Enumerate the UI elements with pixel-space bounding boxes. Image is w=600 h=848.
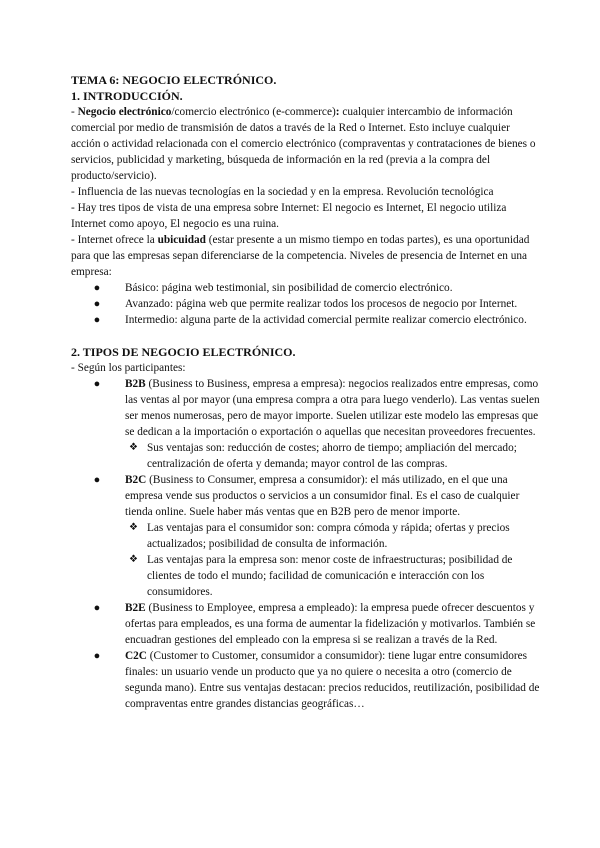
b2e-text: (Business to Employee, empresa a empleado): la empresa puede ofrecer descuentos y ofertas para empleados, es una forma de aumentar la fidelización y motivarlos. También se encuadran gestiones del empleado con la empresa si se realizan a través de la Red.	[125, 602, 536, 646]
bullet-icon: ●	[93, 314, 101, 326]
term-b2c: B2C	[125, 474, 147, 486]
sub-item-b2c-consumidor	[125, 520, 540, 552]
paragraph-influencia: - Influencia de las nuevas tecnologías en la sociedad y en la empresa. Revolución tecnológica	[71, 186, 494, 198]
list-item-b2b	[71, 376, 540, 472]
b2b-text: (Business to Business, empresa a empresa): negocios realizados entre empresas, como las ventas al por mayor (una empresa compra a otra para luego venderlo). Las ventas suelen ser menos numerosas, pero de mayor importe. Suelen utilizar este modelo las empresas que se dedican a la importación o exportación o aquellas que necesitan proveedores frecuentes.	[125, 378, 540, 438]
list-item-text: Básico: página web testimonial, sin posibilidad de comercio electrónico.	[125, 282, 453, 294]
bullet-icon: ●	[93, 650, 101, 662]
diamond-bullet-icon: ❖	[129, 554, 138, 565]
definition-alias: /comercio electrónico (e-commerce)	[171, 106, 336, 118]
c2c-text: (Customer to Customer, consumidor a consumidor): tiene lugar entre consumidores finales: un usuario vende un producto que ya no quiere o necesita a otro (comercio de segunda mano). Entre sus ventajas destacan: precios reducidos, reutilización, posibilidad de compraventas entre grandes distancias geográficas…	[125, 650, 540, 710]
presence-levels-list	[71, 280, 540, 328]
ubicuidad-text: (estar presente a un mismo tiempo en todas partes), es una oportunidad para que las empresas sepan diferenciarse de la competencia. Niveles de presencia de Internet en una empresa:	[71, 234, 530, 278]
bullet-icon: ●	[93, 298, 101, 310]
ubicuidad-intro: - Internet ofrece la	[71, 234, 158, 246]
definition-paragraph	[71, 104, 540, 184]
bullet-icon: ●	[93, 378, 101, 390]
term-negocio-electronico: Negocio electrónico	[77, 106, 172, 118]
b2c-text: (Business to Consumer, empresa a consumidor): el más utilizado, en el que una empresa vende sus productos o servicios a un consumidor final. Es el caso de cualquier tienda online. Suele haber más ventas que en B2B pero de menor importe.	[125, 474, 520, 518]
sub-item-b2b-ventajas	[125, 440, 540, 472]
b2c-sublist	[125, 520, 540, 600]
paragraph-ubicuidad	[71, 232, 540, 280]
list-item-avanzado	[71, 296, 540, 312]
bullet-icon: ●	[93, 474, 101, 486]
spacer	[71, 328, 540, 344]
b2b-sublist	[125, 440, 540, 472]
business-types-list	[71, 376, 540, 712]
bullet-icon: ●	[93, 602, 101, 614]
list-item-basico	[71, 280, 540, 296]
term-b2e: B2E	[125, 602, 146, 614]
bullet-icon: ●	[93, 282, 101, 294]
term-b2b: B2B	[125, 378, 146, 390]
term-c2c: C2C	[125, 650, 147, 662]
list-item-c2c	[71, 648, 540, 712]
list-item-b2e	[71, 600, 540, 648]
list-item-text: Intermedio: alguna parte de la actividad comercial permite realizar comercio electrónico.	[125, 314, 527, 326]
diamond-bullet-icon: ❖	[129, 522, 138, 533]
document-title: TEMA 6: NEGOCIO ELECTRÓNICO.	[71, 73, 277, 87]
paragraph-participantes: - Según los participantes:	[71, 362, 186, 374]
term-ubicuidad: ubicuidad	[157, 234, 206, 246]
definition-colon: :	[335, 106, 340, 118]
section-heading-tipos: 2. TIPOS DE NEGOCIO ELECTRÓNICO.	[71, 345, 296, 359]
list-item-b2c	[71, 472, 540, 600]
sub-item-text: Las ventajas para la empresa son: menor coste de infraestructuras; posibilidad de clientes de todo el mundo; facilidad de comunicación e interacción con los consumidores.	[147, 554, 513, 598]
section-heading-introduccion: 1. INTRODUCCIÓN.	[71, 89, 183, 103]
sub-item-text: Sus ventajas son: reducción de costes; ahorro de tiempo; ampliación del mercado; centralización de oferta y demanda; mayor control de las compras.	[147, 442, 517, 470]
list-item-intermedio	[71, 312, 540, 328]
sub-item-b2c-empresa	[125, 552, 540, 600]
diamond-bullet-icon: ❖	[129, 442, 138, 453]
dash: -	[71, 106, 78, 118]
sub-item-text: Las ventajas para el consumidor son: compra cómoda y rápida; ofertas y precios actualizados; posibilidad de consulta de información.	[147, 522, 510, 550]
definition-text: cualquier intercambio de información comercial por medio de transmisión de datos a través de la Red o Internet. Esto incluye cualquier acción o actividad relacionada con el comercio electrónico (compraventas y contrataciones de bienes o servicios, publicidad y marketing, búsqueda de información en la red (previa a la compra del producto/servicio).	[71, 106, 536, 182]
paragraph-tipos-vista: - Hay tres tipos de vista de una empresa sobre Internet: El negocio es Internet, El negocio utiliza Internet como apoyo, El negocio es una ruina.	[71, 202, 507, 230]
list-item-text: Avanzado: página web que permite realizar todos los procesos de negocio por Internet.	[125, 298, 518, 310]
